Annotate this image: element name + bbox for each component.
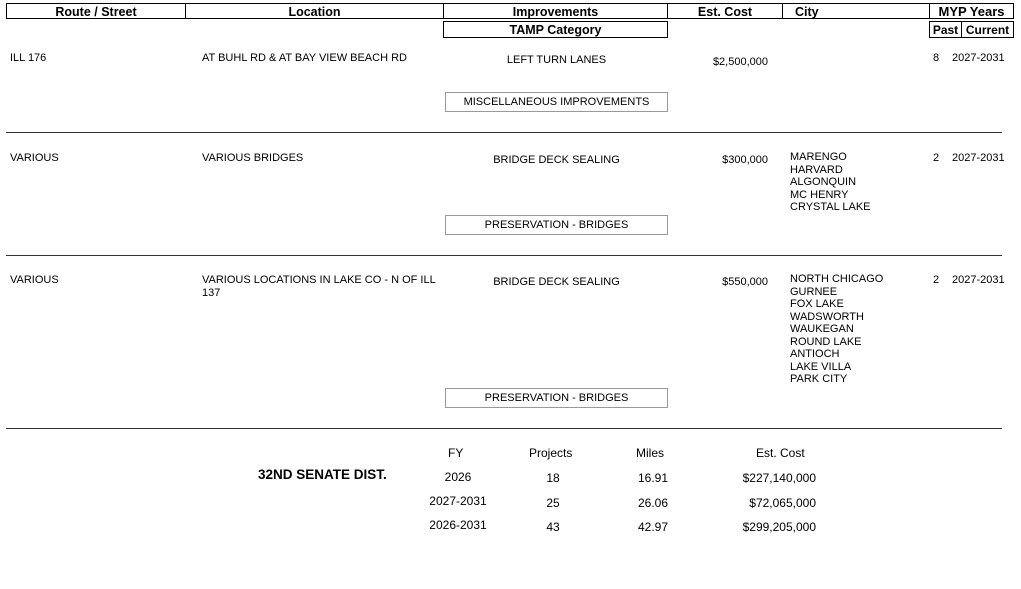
- header-location: Location: [185, 3, 444, 19]
- city-name: NORTH CHICAGO: [790, 273, 884, 285]
- summary-fy: 2026: [444, 470, 472, 484]
- route-cell: VARIOUS: [10, 274, 59, 286]
- summary-fy: 2027-2031: [429, 494, 487, 508]
- city-name: LAKE VILLA: [790, 360, 852, 373]
- tamp-category-box: PRESERVATION - BRIDGES: [445, 215, 668, 235]
- summary-miles: 16.91: [637, 471, 668, 485]
- city-name: GURNEE: [790, 285, 838, 298]
- past-cell: 8: [932, 52, 940, 64]
- past-cell: 2: [932, 274, 940, 286]
- header-myp-years: MYP Years: [929, 3, 1014, 19]
- city-name: FOX LAKE: [790, 298, 844, 310]
- cost-cell: $550,000: [722, 276, 768, 288]
- row-divider: [6, 132, 1002, 133]
- header-est-cost: Est. Cost: [667, 3, 783, 19]
- summary-cost: $299,205,000: [742, 520, 816, 534]
- improvement-cell: BRIDGE DECK SEALING: [493, 154, 620, 166]
- summary-projects: 25: [546, 496, 560, 510]
- summary-header-fy: FY: [448, 446, 464, 460]
- route-cell: ILL 176: [10, 52, 47, 64]
- header-improvements: Improvements: [443, 3, 668, 19]
- row-divider: [6, 255, 1002, 256]
- row-divider: [6, 428, 1002, 429]
- summary-header-projects: Projects: [529, 446, 573, 460]
- city-list: [790, 151, 871, 214]
- route-cell: VARIOUS: [10, 152, 59, 164]
- city-name: CRYSTAL LAKE: [790, 201, 871, 213]
- current-cell: 2027-2031: [952, 274, 1005, 286]
- header-route: Route / Street: [6, 3, 186, 19]
- cost-cell: $300,000: [722, 154, 768, 166]
- current-cell: 2027-2031: [952, 152, 1005, 164]
- city-name: ROUND LAKE: [790, 335, 862, 348]
- summary-cost: $227,140,000: [742, 471, 816, 485]
- improvement-cell: BRIDGE DECK SEALING: [493, 276, 620, 288]
- tamp-category-box: MISCELLANEOUS IMPROVEMENTS: [445, 92, 668, 112]
- summary-header-cost: Est. Cost: [756, 446, 805, 460]
- location-cell: AT BUHL RD & AT BAY VIEW BEACH RD: [202, 52, 407, 64]
- city-name: MC HENRY: [790, 188, 849, 201]
- header-past: Past: [929, 21, 962, 38]
- cost-cell: $2,500,000: [712, 56, 768, 68]
- city-name: MARENGO: [790, 151, 847, 163]
- city-name: PARK CITY: [790, 373, 848, 385]
- city-name: ANTIOCH: [790, 348, 840, 360]
- header-current: Current: [961, 21, 1014, 38]
- header-city: City: [782, 3, 930, 19]
- city-name: ALGONQUIN: [790, 176, 857, 188]
- summary-header-miles: Miles: [636, 446, 665, 460]
- summary-miles: 42.97: [637, 520, 668, 534]
- district-label: 32ND SENATE DIST.: [258, 467, 387, 482]
- tamp-category-box: PRESERVATION - BRIDGES: [445, 388, 668, 408]
- past-cell: 2: [932, 152, 940, 164]
- summary-miles: 26.06: [637, 496, 668, 510]
- header-tamp-category: TAMP Category: [443, 21, 668, 38]
- improvement-cell: LEFT TURN LANES: [506, 54, 607, 66]
- city-name: WAUKEGAN: [790, 323, 854, 335]
- city-name: WADSWORTH: [790, 310, 864, 323]
- summary-fy: 2026-2031: [429, 518, 487, 532]
- summary-cost: $72,065,000: [749, 496, 816, 510]
- city-name: HARVARD: [790, 163, 843, 176]
- summary-projects: 43: [546, 520, 560, 534]
- summary-projects: 18: [546, 471, 560, 485]
- current-cell: 2027-2031: [952, 52, 1005, 64]
- city-list: [790, 273, 883, 386]
- location-cell: VARIOUS BRIDGES: [202, 152, 304, 164]
- location-cell: VARIOUS LOCATIONS IN LAKE CO - N OF ILL 137: [202, 274, 436, 299]
